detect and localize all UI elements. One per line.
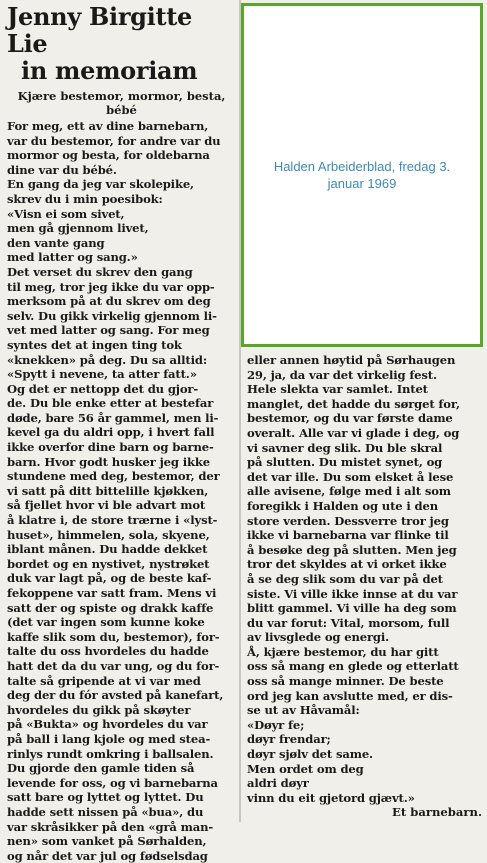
left-column-text: For meg, ett av dine barnebarn, var du bestemor, for andre var du mormor og besta, for oldebarna dine var du bébé. En gang da jeg var skolepike, skrev du i min poesibok: «Visn ei som sivet, men gå gjennom livet, den vante gang med latter og sang.» Det verset du skrev den gang til meg, tror jeg ikke du var opp- merksom på at du skrev om deg selv. Du gikk virkelig gjennom li- vet med latter og sang. For meg syntes det at ingen ting tok «knekken» på deg. Du sa alltid: «Spytt i nevene, ta atter fatt.» Og det er nettopp det du gjor- de. Du ble enke etter at bestefar døde, bare 56 år gammel, men li- kevel ga du aldri opp, i hvert fall ikke overfor dine barn og barne- barn. Hvor godt husker jeg ikke stundene med deg, bestemor, der vi satt på ditt bittelille kjøkken, så fjellet hvor vi ble advart mot å klatre i, de store trærne i «lyst- huset», himmelen, sola, skyene, iblant månen. Du hadde dekket bordet og en nystivet, nystrøket duk var lagt på, og de beste kaf- fekoppene var satt fram. Mens vi satt der og spiste og drakk kaffe (det var ingen som kunne koke kaffe slik som du, bestemor), for- talte du oss hvordeles du hadde hatt det da du var ung, og du for- talte så gripende at vi var med deg der du fór avsted på kanefart, hvordeles du gikk på skøyter på «Bukta» og hvordeles du var på ball i lang kjole og med stea- rinlys rundt omkring i ballsalen. Du gjorde den gamle tiden så levende for oss, og vi barnebarna satt bare og lyttet og lyttet. Du hadde sett nissen på «bua», du var skråsikker på den «grå man- nen» som vanket på Sørhalden, og når det var jul og fødselsdag <box>7 119 224 863</box>
caption-box <box>241 3 483 347</box>
right-column <box>247 353 482 820</box>
title-line-2: in memoriam <box>21 56 198 85</box>
signature: Et barnebarn. <box>392 805 482 820</box>
title-line-1: Jenny Birgitte Lie <box>7 2 193 58</box>
left-column <box>7 3 236 863</box>
article-title <box>7 3 236 84</box>
source-caption: Halden Arbeiderblad, fredag 3. januar 1969 <box>273 159 451 191</box>
salutation: Kjære bestemor, mormor, besta, bébé <box>17 89 226 117</box>
right-column-text: eller annen høytid på Sørhaugen 29, ja, da var det virkelig fest. Hele slekta var samlet. Intet manglet, det hadde du sørget for, bestemor, og du var første dame overalt. Alle var vi glade i deg, og vi savner deg slik. Du ble skral på slutten. Du mistet synet, og det var ille. Du som elsket å lese alle avisene, følge med i alt som foregikk i Halden og ute i den store verden. Dessverre tror jeg ikke vi barnebarna var flinke til å besøke deg på slutten. Men jeg tror det skyldes at vi orket ikke å se deg slik som du var på det siste. Vi ville ikke innse at du var blitt gammel. Vi ville ha deg som du var forut: Vital, morsom, full av livsglede og energi. Å, kjære bestemor, du har gitt oss så mang en glede og etterlatt oss så mange minner. De beste ord jeg kan avslutte med, er dis- se ut av Håvamål: «Døyr fe; døyr frendar; døyr sjølv det same. Men ordet om deg aldri døyr vinn du eit gjetord gjævt.» <box>247 353 460 805</box>
